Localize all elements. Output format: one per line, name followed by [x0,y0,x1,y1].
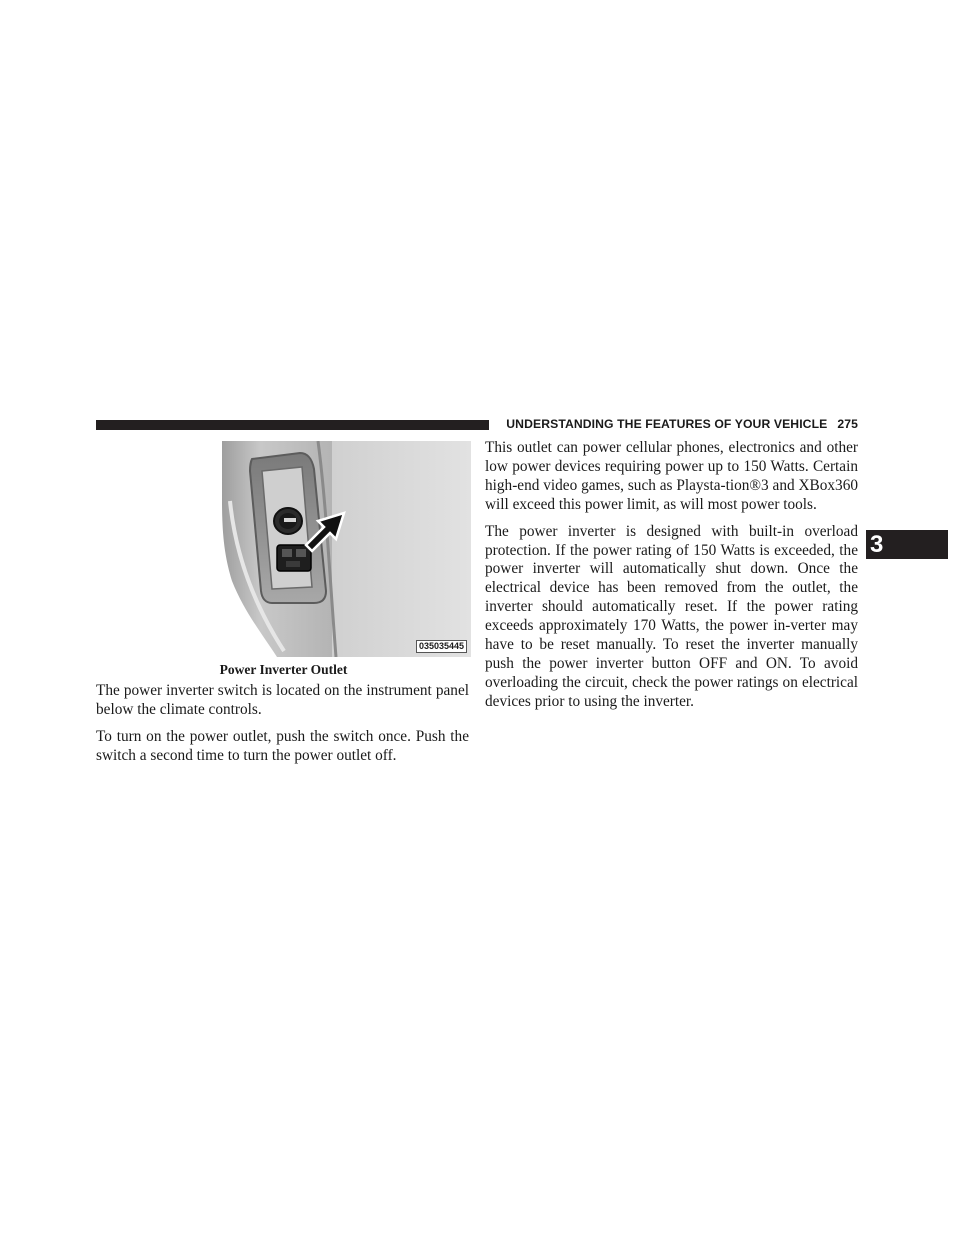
power-inverter-figure [222,441,471,657]
left-paragraph-1: The power inverter switch is located on the instrument panel below the climate controls. [96,682,469,718]
figure-caption: Power Inverter Outlet [219,662,348,677]
running-header [498,417,858,433]
right-column [485,439,858,720]
header-title: UNDERSTANDING THE FEATURES OF YOUR VEHICLE [506,417,828,431]
left-column [96,682,469,774]
right-paragraph-1: This outlet can power cellular phones, electronics and other low power devices requiring power up to 150 Watts. Certain high-end video games, such as Playsta-tion®3 and XBox360 will exceed this power limit, as will most power tools. [485,439,858,513]
outlet-illustration [222,441,471,657]
left-paragraph-2: To turn on the power outlet, push the switch once. Push the switch a second time to turn the power outlet off. [96,727,469,764]
chapter-tab: 3 [866,530,948,559]
page-number: 275 [837,417,858,431]
figure-code: 035035445 [416,640,467,653]
right-paragraph-2: The power inverter is designed with built-in overload protection. If the power rating of 150 Watts is exceeded, the power inverter will automatically shut down. Once the electrical device has been removed from the outlet, the inverter should automatically reset. If the power rating exceeds approximately 170 Watts, the power in-verter may have to be reset manually. To reset the inverter manually push the power inverter button OFF and ON. To avoid overloading the circuit, check the power ratings on electrical devices prior to using the inverter. [485,522,858,710]
header-rule [96,420,489,430]
